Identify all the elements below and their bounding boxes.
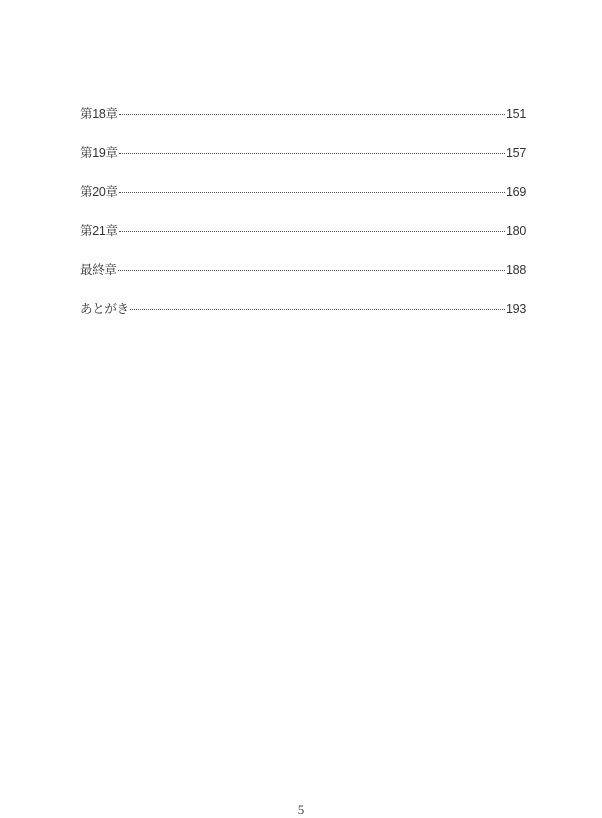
dot-leader <box>119 192 505 193</box>
toc-entry-chapter-20[interactable] <box>80 182 526 221</box>
dot-leader <box>119 114 505 115</box>
toc-entry-title: あとがき <box>80 302 129 316</box>
toc-entry-title: 第18章 <box>80 107 118 121</box>
toc-entry-afterword[interactable] <box>80 299 526 338</box>
toc-entry-title: 第20章 <box>80 185 118 199</box>
toc-entry-title: 第21章 <box>80 224 118 238</box>
toc-entry-page-number: 193 <box>506 302 526 316</box>
toc-entry-page-number: 151 <box>506 107 526 121</box>
page-number: 5 <box>297 802 305 817</box>
toc-entry-final-chapter[interactable] <box>80 260 526 299</box>
toc-entry-title: 最終章 <box>80 263 117 277</box>
dot-leader <box>130 309 505 310</box>
toc-entry-title: 第19章 <box>80 146 118 160</box>
toc-entry-chapter-21[interactable] <box>80 221 526 260</box>
dot-leader <box>119 231 505 232</box>
toc-entry-page-number: 157 <box>506 146 526 160</box>
toc-entry-chapter-19[interactable] <box>80 143 526 182</box>
dot-leader <box>119 153 505 154</box>
toc-entry-chapter-18[interactable] <box>80 104 526 143</box>
table-of-contents <box>80 104 526 338</box>
toc-entry-page-number: 180 <box>506 224 526 238</box>
toc-entry-page-number: 169 <box>506 185 526 199</box>
dot-leader <box>118 270 505 271</box>
toc-entry-page-number: 188 <box>506 263 526 277</box>
